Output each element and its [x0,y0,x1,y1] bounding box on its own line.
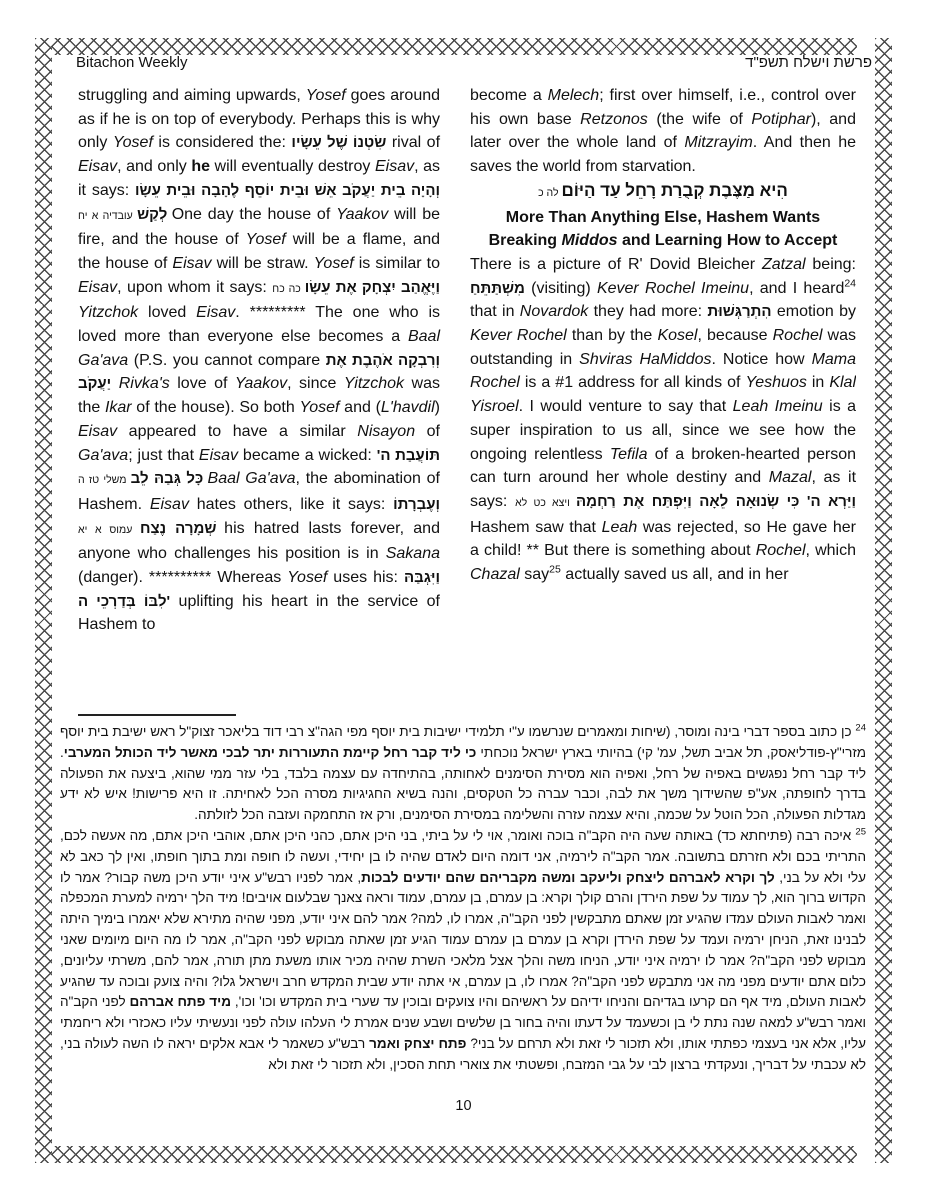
text-run: כן כתוב בספר דברי בינה ומוסר, (שיחות ומאמרים שנרשמו ע"י תלמידי ישיבות בית יוסף מפי הגה"צ רבי דוד בליאכר זצוק"ל ראש ישיבת בית יוסף מזרי"ץ-פודליאסק, תל אביב תשל, עמ' קי) בהיותי בארץ ישראל נוכחתי [60,724,866,760]
text-run: became a wicked: [238,446,377,464]
text-run-hesrc: עמוס א יא [78,523,225,536]
hebrew-headline [470,179,856,206]
text-run-b: מיד פתח אברהם [129,994,232,1010]
lattice-border-top [35,38,857,55]
text-run-he: שִׂטְנוֹ שֶׁל עֵשָׂיו [291,134,387,152]
text-run-i: Yaakov [234,375,288,393]
text-run-sup: 24 [844,277,856,290]
text-run-i: Eisav [78,158,118,176]
text-run: being: [805,255,856,273]
text-run-i: Kosel [657,327,698,345]
text-run: love of [169,375,235,393]
text-run: was outstanding in [470,327,856,368]
text-run-i: Yosef [245,231,286,249]
newsletter-title: Bitachon Weekly [76,54,188,71]
text-run: will eventually destroy [209,158,375,176]
footnote-25 [60,826,866,1076]
text-run: . I would venture to say that [518,398,733,416]
text-run-i: Eisav [198,446,239,464]
text-run: was the [78,375,440,417]
text-run: , אמר לפניו רבש"ע איני יודע היכן משה קבור? אמר לו הקדוש ברוך הוא, לך עמוד על שפת הירדן והרם קולך וקרא: בן עמרם, בן עמרם, עמוד וראה צאנך שבלעום אויבים! מיד הלך ירמיה למערת המכפלה ואמר לאבות העולם עמדו שהגיע זמן שאתם מתבקשין לפני הקב"ה, אמרו לו, למה? אמר להם איני יודע, מפני שהיה מתירא שלא יאמרו בימיך היתה לבנינו זאת, הניחן ירמיה ועמד על שפת הירדן וקרא בן עמרם בן עמרם עמוד הגיע זמן שאתה מבוקש לפני הקב"ה, אמר לו מה היום מיומים שאני מבוקש לפני הקב"ה? אמר לו ירמיה איני יודע, הניחו משה והלך אצל מלאכי השרת שהיה מכיר אותו משעת מתן תורה, אמר להם, משרתי עליונים, כלום אתם יודעים מפני מה אני מתבקש לפני הקב"ה? אמרו לו, בן עמרם, אי אתה יודע שבית המקדש חרב וישראל גלו? והיה צועק ובוכה עד שהגיע לאבות העולם, מיד אף הם קרעו בגדיהם והניחו ידיהם על ראשיהם והיו צועקים ובוכין עד שערי בית המקדש וכו' וכו', [60,869,866,1010]
text-run: ) [434,399,440,417]
text-run-b: More Than Anything Else, Hashem Wants Breaking [488,208,821,250]
text-run: (the wife of [647,110,752,128]
text-run-i: Zatzal [761,255,806,273]
text-run: . ליד קבר רחל נפגשים באפיה של רחל, ואפיה הוא מסירת הסימנים לאחותה, בהתיחדה עם עצמה בלבד, בלי עזר ממי שהוא, ביצעה את הפעולה בדרך לחופתה, אע"פ שהשידוך משך את לבה, וכבר עברה כל הטקסים, והנה בשיא החגיגיות מסרה הכל לאחיתה. זו היא פרישות! איש לא ידע מגדלות הפעולה, הכל הוטל על שכמה, והיא עצמה עזרה והשלימה במסירת הסימנים, ורק אז התחמקה ועזבה הכל לזולתה. [60,744,866,823]
text-run: is similar to [353,254,441,272]
text-run-i: Potiphar [751,110,811,128]
lattice-border-bottom [35,1146,857,1163]
text-run: struggling and aiming upwards, [78,87,306,104]
text-run: is a #1 address for all kinds of [519,374,746,392]
text-run: ), and later over the whole land of [470,110,856,152]
text-run-i: Ga'ava [78,446,129,464]
text-run-i: Yeshuos [745,374,807,392]
text-run-i: Yosef [313,254,354,272]
text-run: לפני הקב"ה ואמר רבש"ע למאה שנה נתת לי בן וכשעמד על דעתו והיה בחור בן שלשים ושבע שנים אמרת לי העלהו עולה לפני ונעשיתי עליו כאכזרי ולא ריחמתי עליו, אלא אני בעצמי כפתתי אותו, ולא תזכור לי זאת ולא תרחם על בני? [60,994,866,1051]
text-run: is a super inspiration to us all, since we see how the ongoing relentless [470,398,856,463]
text-run-b: and Learning How to Accept [617,232,838,250]
text-run: uses his: [327,569,405,587]
footnote-separator [78,714,236,716]
text-run: , and I heard [749,279,845,297]
text-run: איכה רבה (פתיחתא כד) באותה שעה היה הקב"ה בוכה ואומר, אוי לי על ביתי, בני היכן אתם, כהני היכן אתם, אוהבי היכן אתם, מה אעשה לכם, התריתי בכם ולא חזרתם בתשובה. אמר הקב"ה לירמיה, אני דומה היום לאדם שהיה לו בן יחידי, ועשה לו חופה ומת בתוך חופתו, ואין לך כאב לא עלי ולא על בני, [60,827,866,885]
text-run-he: וַיִּגְבַּהּ לִבּוֹ בְּדַרְכֵי ה' [78,569,441,610]
text-run-i: Retzonos [580,110,648,128]
text-run-he: וַיֶּאֱהַב יִצְחָק אֶת עֵשָׂו [304,278,440,296]
text-run: than by the [566,327,658,345]
text-run: in [806,374,830,392]
text-run-hesrc: כה כח [272,282,305,295]
text-run: , because [697,327,773,345]
text-run-hesrc: ויצא כט לא [515,496,577,509]
footnote-24 [60,722,866,826]
text-run-b: כי ליד קבר רחל קיימת התעוררות יתר לבכי מאשר ליד הכותל המערבי [63,744,477,760]
text-run-he: וְהָיָה בֵית יַעֲקֹב אֵשׁ וּבֵית יוֹסֵף לֶהָבָה וּבֵית עֵשָׂו לְקַשׁ [135,181,441,223]
text-run-i: Nisayon [357,422,416,440]
body-columns [78,84,856,672]
text-run-he: הִתְרַגְּשׁוּת [707,303,772,321]
text-run: , and only [117,158,192,176]
text-run: they had more: [588,303,708,321]
text-run: uplifting his heart in the service of Hashem to [78,592,441,634]
text-run: of a broken-hearted person can turn around her whole destiny and [470,445,856,487]
footnote-number: 25 [855,826,866,838]
text-run-b: פתח יצחק ואמר [369,1035,467,1051]
right-column-paragraph-1 [470,84,856,179]
text-run-i: Klal Yisroel [470,374,856,416]
text-run: is considered the: [152,134,292,152]
text-run: , the abomination of Hashem. [78,470,440,513]
text-run-i: Baal Ga'ava [78,328,440,369]
text-run-i: Eisav [78,422,118,440]
text-run-i: Mazal [768,469,812,487]
text-run-he: וַיַּרְא ה' כִּי שְׂנוּאָה לֵאָה וַיִּפְתַּח אֶת רַחְמָהּ [576,492,856,510]
text-run-sup: 25 [549,563,561,576]
text-run-i: Mitzrayim [684,134,753,152]
text-run-i: Yitzchok [343,375,405,393]
footnotes-section [60,722,866,1098]
lattice-border-left [35,38,52,1163]
lattice-border-right [875,38,892,1163]
text-run-i: Baal Ga'ava [207,470,296,488]
text-run-i: Rochel [772,327,823,345]
text-run-i: Yosef [305,87,346,104]
text-run-he: מִשְׁתַּתֵּחַ [470,279,525,297]
text-run: rival of [386,134,441,152]
text-run-hesrc: לה כ [538,186,562,199]
text-run: ; just that [128,446,199,464]
text-run: Hashem saw that [470,518,602,536]
text-run [111,375,118,392]
text-run-hesrc: עובדיה א יח [78,209,172,222]
text-run: will be straw. [211,254,314,272]
text-run-he: וְעֶבְרָתוֹ שְׁמָרָה נֶצַח [140,495,441,537]
text-run-i: Sakana [385,545,440,563]
page-header [76,54,872,71]
text-run: hates others, like it says: [188,495,394,513]
text-run: say [519,566,550,584]
text-run-he: תּוֹעֲבַת ה' כָּל גְּבַהּ לֵב [130,446,440,488]
text-run: his hatred lasts forever, and anyone who challenges his position is in [78,519,440,563]
text-run-i: Yitzchok [78,304,139,322]
text-run: actually saved us all, and in her [560,566,789,584]
text-run-i: Yaakov [336,205,389,223]
text-run-i: Eisav [149,495,189,513]
text-run-i: Eisav [196,304,236,322]
text-run-i: Eisav [78,278,118,296]
text-run: loved [138,304,197,322]
text-run: become a [470,87,548,104]
text-run-i: Kever Rochel [470,327,567,345]
text-run-i: Kever Rochel Imeinu [596,279,750,297]
right-column [470,84,856,672]
left-column [78,84,440,672]
text-run: , as it says: [78,158,440,199]
right-column-paragraph-2 [470,253,856,587]
text-run-bi: Middos [561,232,618,250]
text-run-b: he [191,158,210,176]
page-number: 10 [455,1098,472,1114]
parsha-title: פרשת וישלח תשפ"ד [745,54,872,71]
text-run-i: Eisav [374,158,415,176]
text-run-hesrc: משלי טז ה [78,474,208,487]
text-run-i: Shviras HaMiddos [579,350,712,368]
text-run: was rejected, so He gave her a child! ** But there is something about [470,518,856,560]
text-run-i: Ikar [104,399,132,417]
text-run-i: L'havdil [380,399,435,417]
text-run: of [415,422,440,440]
text-run: There is a picture of R' Dovid Bleicher [470,255,762,273]
text-run-i: Tefila [609,445,648,463]
text-run-i: Yosef [287,569,328,587]
left-column-paragraph [78,84,440,637]
text-run-i: Novardok [519,303,589,321]
text-run: . Notice how [711,350,812,368]
text-run: appeared to have a similar [117,422,358,440]
text-run-i: Yosef [299,399,340,417]
text-run-i: Leah Imeinu [732,398,823,416]
text-run: (P.S. you cannot compare [128,351,326,369]
text-run: , upon whom it says: [117,278,273,296]
text-run: One day the house of [171,205,337,223]
text-run-he: וְרִבְקָה אֹהֶבֶת אֶת יַעֲקֹב [78,351,440,393]
text-run: (visiting) [524,279,597,297]
text-run: will be a flame, and the house of [78,231,440,272]
text-run-i: Melech [547,87,600,104]
english-headline [470,206,856,253]
text-run: רבש"ע כשאמר לי אבא אלקים יראה לו השה לעולה בני, לא עכבתי על דבריך, ונעקדתי ברצון לבי על גבי המזבח, ופשטתי את צוארי תחת הסכין, ולא תזכור לי זאת ולא [60,1035,866,1072]
text-run: . ********* The one who is loved more than everyone else becomes a [78,304,440,346]
text-run: emotion by [771,303,856,321]
text-run: ; first over himself, i.e., control over his own base [470,87,856,128]
footnote-number: 24 [855,722,866,734]
text-run-i: Chazal [470,566,520,584]
text-run: הִיא מַצֶּבֶת קְבֻרַת רָחֵל עַד הַיּוֹם [561,180,788,200]
text-run-b: לך וקרא לאברהם ליצחק וליעקב ומשה מקבריהם שהם יודעים לבכות [361,869,775,885]
text-run: will be fire, and the house of [78,205,440,249]
text-run: , since [287,375,344,393]
text-run-i: Rivka's [118,375,170,393]
text-run-i: Leah [601,518,638,536]
text-run: . And then he saves the world from starvation. [470,134,856,176]
text-run-i: Rochel [755,542,806,560]
text-run: , which [805,542,856,560]
text-run: of the house). So both [131,399,300,417]
text-run: goes around as if he is on top of everybody. Perhaps this is why only [78,87,441,152]
text-run-i: Mama Rochel [470,350,856,392]
text-run: that in [470,303,520,321]
text-run: and ( [339,399,381,417]
text-run-i: Yosef [112,134,153,152]
text-run: , as it says: [470,469,856,510]
text-run: (danger). ********** Whereas [78,569,288,587]
text-run-i: Eisav [172,254,212,272]
